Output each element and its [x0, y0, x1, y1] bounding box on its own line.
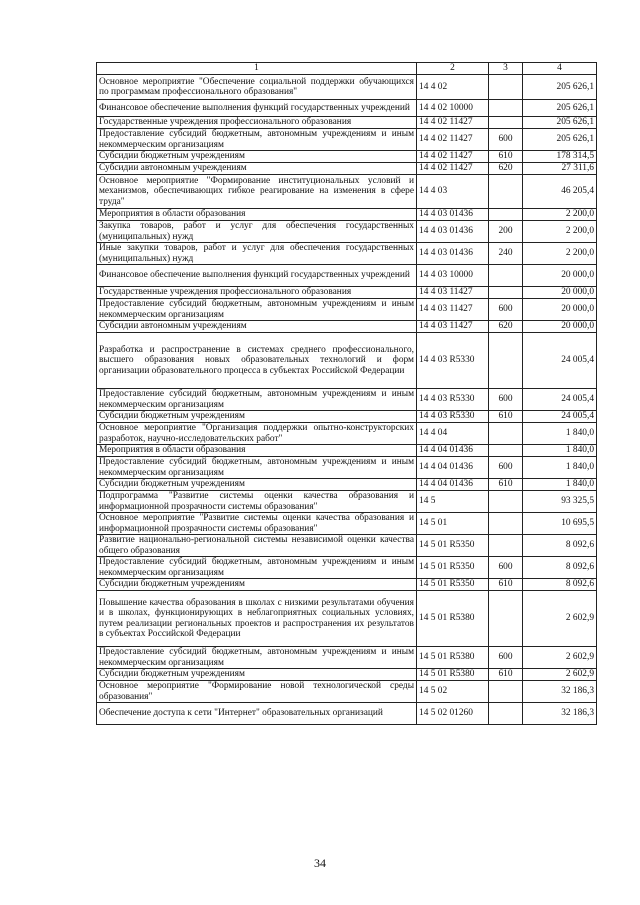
row-code-cell: 14 4 03 11427: [417, 299, 489, 321]
row-amount-cell: 2 602,9: [523, 591, 597, 647]
row-code-cell: 14 4 02 11427: [417, 151, 489, 163]
row-expense-type-cell: 610: [489, 151, 523, 163]
column-header: 4: [523, 63, 597, 75]
row-name-cell: Предоставление субсидий бюджетным, автономным учреждениям и иным некоммерческим организациям: [97, 389, 417, 411]
table-row: [97, 669, 597, 681]
row-name-cell: Субсидии бюджетным учреждениям: [97, 669, 417, 681]
row-name-cell: Закупка товаров, работ и услуг для обеспечения государственных (муниципальных) нужд: [97, 221, 417, 243]
row-name-cell: Мероприятия в области образования: [97, 209, 417, 221]
row-expense-type-cell: [489, 591, 523, 647]
page-number: 34: [314, 856, 326, 870]
table-row: [97, 209, 597, 221]
row-name-cell: Предоставление субсидий бюджетным, автономным учреждениям и иным некоммерческим организациям: [97, 457, 417, 479]
row-amount-cell: 32 186,3: [523, 703, 597, 725]
table-row: [97, 591, 597, 647]
row-expense-type-cell: [489, 681, 523, 703]
row-code-cell: 14 4 03 01436: [417, 243, 489, 265]
row-expense-type-cell: 600: [489, 647, 523, 669]
row-code-cell: 14 4 02: [417, 75, 489, 100]
row-expense-type-cell: 600: [489, 457, 523, 479]
row-name-cell: Государственные учреждения профессионального образования: [97, 117, 417, 129]
row-expense-type-cell: 610: [489, 669, 523, 681]
row-code-cell: 14 4 03 11427: [417, 321, 489, 333]
row-expense-type-cell: [489, 513, 523, 535]
table-row: [97, 703, 597, 725]
row-code-cell: 14 4 02 11427: [417, 163, 489, 175]
row-expense-type-cell: [489, 287, 523, 299]
row-name-cell: Предоставление субсидий бюджетным, автономным учреждениям и иным некоммерческим организациям: [97, 557, 417, 579]
table-row: [97, 491, 597, 513]
row-name-cell: Повышение качества образования в школах с низкими результатами обучения и в школах, функционирующих в неблагоприятных социальных условиях, путем реализации региональных проектов и распространения их результатов в субъектах Российской Федерации: [97, 591, 417, 647]
row-expense-type-cell: [489, 75, 523, 100]
row-code-cell: 14 4 03 01436: [417, 221, 489, 243]
row-expense-type-cell: 240: [489, 243, 523, 265]
row-name-cell: Основное мероприятие "Формирование новой технологической среды образования": [97, 681, 417, 703]
row-amount-cell: 8 092,6: [523, 557, 597, 579]
table-row: [97, 681, 597, 703]
table-row: [97, 243, 597, 265]
table-row: [97, 151, 597, 163]
column-header: 2: [417, 63, 489, 75]
row-code-cell: 14 4 03: [417, 175, 489, 209]
table-row: [97, 389, 597, 411]
row-expense-type-cell: 600: [489, 389, 523, 411]
row-name-cell: Субсидии автономным учреждениям: [97, 163, 417, 175]
row-name-cell: Обеспечение доступа к сети "Интернет" образовательных организаций: [97, 703, 417, 725]
row-name-cell: Субсидии бюджетным учреждениям: [97, 479, 417, 491]
row-code-cell: 14 4 02 10000: [417, 100, 489, 117]
table-row: [97, 647, 597, 669]
row-code-cell: 14 5: [417, 491, 489, 513]
row-code-cell: 14 4 02 11427: [417, 117, 489, 129]
table-row: [97, 321, 597, 333]
row-code-cell: 14 4 03 R5330: [417, 389, 489, 411]
row-name-cell: Финансовое обеспечение выполнения функций государственных учреждений: [97, 265, 417, 287]
table-row: [97, 445, 597, 457]
row-name-cell: Государственные учреждения профессионального образования: [97, 287, 417, 299]
table-row: [97, 265, 597, 287]
row-amount-cell: 178 314,5: [523, 151, 597, 163]
row-expense-type-cell: [489, 445, 523, 457]
row-amount-cell: 205 626,1: [523, 100, 597, 117]
row-name-cell: Основное мероприятие "Обеспечение социальной поддержки обучающихся по программам профессионального образования": [97, 75, 417, 100]
row-amount-cell: 1 840,0: [523, 479, 597, 491]
row-expense-type-cell: 620: [489, 163, 523, 175]
row-name-cell: Финансовое обеспечение выполнения функций государственных учреждений: [97, 100, 417, 117]
row-expense-type-cell: [489, 265, 523, 287]
table-row: [97, 175, 597, 209]
row-code-cell: 14 5 02 01260: [417, 703, 489, 725]
row-code-cell: 14 5 01 R5350: [417, 557, 489, 579]
row-code-cell: 14 5 01 R5350: [417, 535, 489, 557]
table-row: [97, 221, 597, 243]
row-amount-cell: 93 325,5: [523, 491, 597, 513]
row-expense-type-cell: [489, 535, 523, 557]
row-amount-cell: 205 626,1: [523, 75, 597, 100]
row-code-cell: 14 4 03 01436: [417, 209, 489, 221]
row-expense-type-cell: 600: [489, 557, 523, 579]
table-row: [97, 457, 597, 479]
row-amount-cell: 2 200,0: [523, 243, 597, 265]
row-code-cell: 14 5 01: [417, 513, 489, 535]
table-row: [97, 479, 597, 491]
row-amount-cell: 8 092,6: [523, 579, 597, 591]
column-header: 3: [489, 63, 523, 75]
row-expense-type-cell: [489, 175, 523, 209]
row-name-cell: Развитие национально-региональной системы независимой оценки качества общего образования: [97, 535, 417, 557]
row-code-cell: 14 5 01 R5380: [417, 669, 489, 681]
row-expense-type-cell: 610: [489, 579, 523, 591]
row-amount-cell: 1 840,0: [523, 457, 597, 479]
row-expense-type-cell: [489, 100, 523, 117]
row-expense-type-cell: [489, 209, 523, 221]
row-amount-cell: 205 626,1: [523, 129, 597, 151]
table-row: [97, 100, 597, 117]
row-name-cell: Предоставление субсидий бюджетным, автономным учреждениям и иным некоммерческим организациям: [97, 299, 417, 321]
row-amount-cell: 20 000,0: [523, 265, 597, 287]
budget-table: [96, 62, 597, 725]
row-code-cell: 14 5 02: [417, 681, 489, 703]
row-expense-type-cell: 610: [489, 411, 523, 423]
row-amount-cell: 2 200,0: [523, 209, 597, 221]
row-name-cell: Разработка и распространение в системах среднего профессионального, высшего образования новых образовательных технологий и форм организации образовательного процесса в субъектах Российской Федерации: [97, 333, 417, 389]
row-code-cell: 14 4 03 11427: [417, 287, 489, 299]
row-amount-cell: 27 311,6: [523, 163, 597, 175]
row-code-cell: 14 5 01 R5380: [417, 591, 489, 647]
row-amount-cell: 8 092,6: [523, 535, 597, 557]
row-name-cell: Предоставление субсидий бюджетным, автономным учреждениям и иным некоммерческим организациям: [97, 647, 417, 669]
table-row: [97, 287, 597, 299]
table-row: [97, 579, 597, 591]
row-name-cell: Субсидии автономным учреждениям: [97, 321, 417, 333]
row-code-cell: 14 4 04 01436: [417, 457, 489, 479]
row-expense-type-cell: [489, 423, 523, 445]
row-amount-cell: 20 000,0: [523, 287, 597, 299]
row-amount-cell: 1 840,0: [523, 423, 597, 445]
table-row: [97, 513, 597, 535]
table-header-row: [97, 63, 597, 75]
row-expense-type-cell: [489, 333, 523, 389]
table-row: [97, 557, 597, 579]
row-code-cell: 14 4 03 10000: [417, 265, 489, 287]
row-name-cell: Иные закупки товаров, работ и услуг для обеспечения государственных (муниципальных) нужд: [97, 243, 417, 265]
row-amount-cell: 20 000,0: [523, 299, 597, 321]
budget-table-body: [97, 63, 597, 725]
row-name-cell: Подпрограмма "Развитие системы оценки качества образования и информационной прозрачности системы образования": [97, 491, 417, 513]
row-name-cell: Субсидии бюджетным учреждениям: [97, 579, 417, 591]
row-expense-type-cell: 600: [489, 129, 523, 151]
row-name-cell: Мероприятия в области образования: [97, 445, 417, 457]
table-row: [97, 163, 597, 175]
table-row: [97, 299, 597, 321]
row-amount-cell: 20 000,0: [523, 321, 597, 333]
row-code-cell: 14 4 04 01436: [417, 479, 489, 491]
row-code-cell: 14 4 04 01436: [417, 445, 489, 457]
row-amount-cell: 24 005,4: [523, 333, 597, 389]
table-row: [97, 129, 597, 151]
row-expense-type-cell: 600: [489, 299, 523, 321]
row-code-cell: 14 4 02 11427: [417, 129, 489, 151]
table-row: [97, 117, 597, 129]
row-code-cell: 14 5 01 R5350: [417, 579, 489, 591]
document-page: [96, 62, 596, 725]
row-name-cell: Субсидии бюджетным учреждениям: [97, 411, 417, 423]
row-amount-cell: 2 200,0: [523, 221, 597, 243]
row-amount-cell: 24 005,4: [523, 411, 597, 423]
row-code-cell: 14 4 04: [417, 423, 489, 445]
row-expense-type-cell: [489, 491, 523, 513]
row-expense-type-cell: 200: [489, 221, 523, 243]
row-code-cell: 14 4 03 R5330: [417, 333, 489, 389]
row-amount-cell: 24 005,4: [523, 389, 597, 411]
table-row: [97, 411, 597, 423]
row-expense-type-cell: [489, 117, 523, 129]
table-row: [97, 75, 597, 100]
row-expense-type-cell: [489, 703, 523, 725]
table-row: [97, 535, 597, 557]
row-name-cell: Основное мероприятие "Развитие системы оценки качества образования и информационной прозрачности системы образования": [97, 513, 417, 535]
row-name-cell: Основное мероприятие "Формирование институциональных условий и механизмов, обеспечивающих гибкое реагирование на изменения в сфере труда": [97, 175, 417, 209]
row-amount-cell: 32 186,3: [523, 681, 597, 703]
row-amount-cell: 205 626,1: [523, 117, 597, 129]
row-code-cell: 14 5 01 R5380: [417, 647, 489, 669]
row-name-cell: Предоставление субсидий бюджетным, автономным учреждениям и иным некоммерческим организациям: [97, 129, 417, 151]
row-amount-cell: 1 840,0: [523, 445, 597, 457]
row-expense-type-cell: 620: [489, 321, 523, 333]
row-name-cell: Субсидии бюджетным учреждениям: [97, 151, 417, 163]
row-name-cell: Основное мероприятие "Организация поддержки опытно-конструкторских разработок, научно-исследовательских работ": [97, 423, 417, 445]
row-code-cell: 14 4 03 R5330: [417, 411, 489, 423]
row-amount-cell: 2 602,9: [523, 647, 597, 669]
row-amount-cell: 46 205,4: [523, 175, 597, 209]
table-row: [97, 333, 597, 389]
table-row: [97, 423, 597, 445]
row-amount-cell: 2 602,9: [523, 669, 597, 681]
row-amount-cell: 10 695,5: [523, 513, 597, 535]
column-header: 1: [97, 63, 417, 75]
row-expense-type-cell: 610: [489, 479, 523, 491]
